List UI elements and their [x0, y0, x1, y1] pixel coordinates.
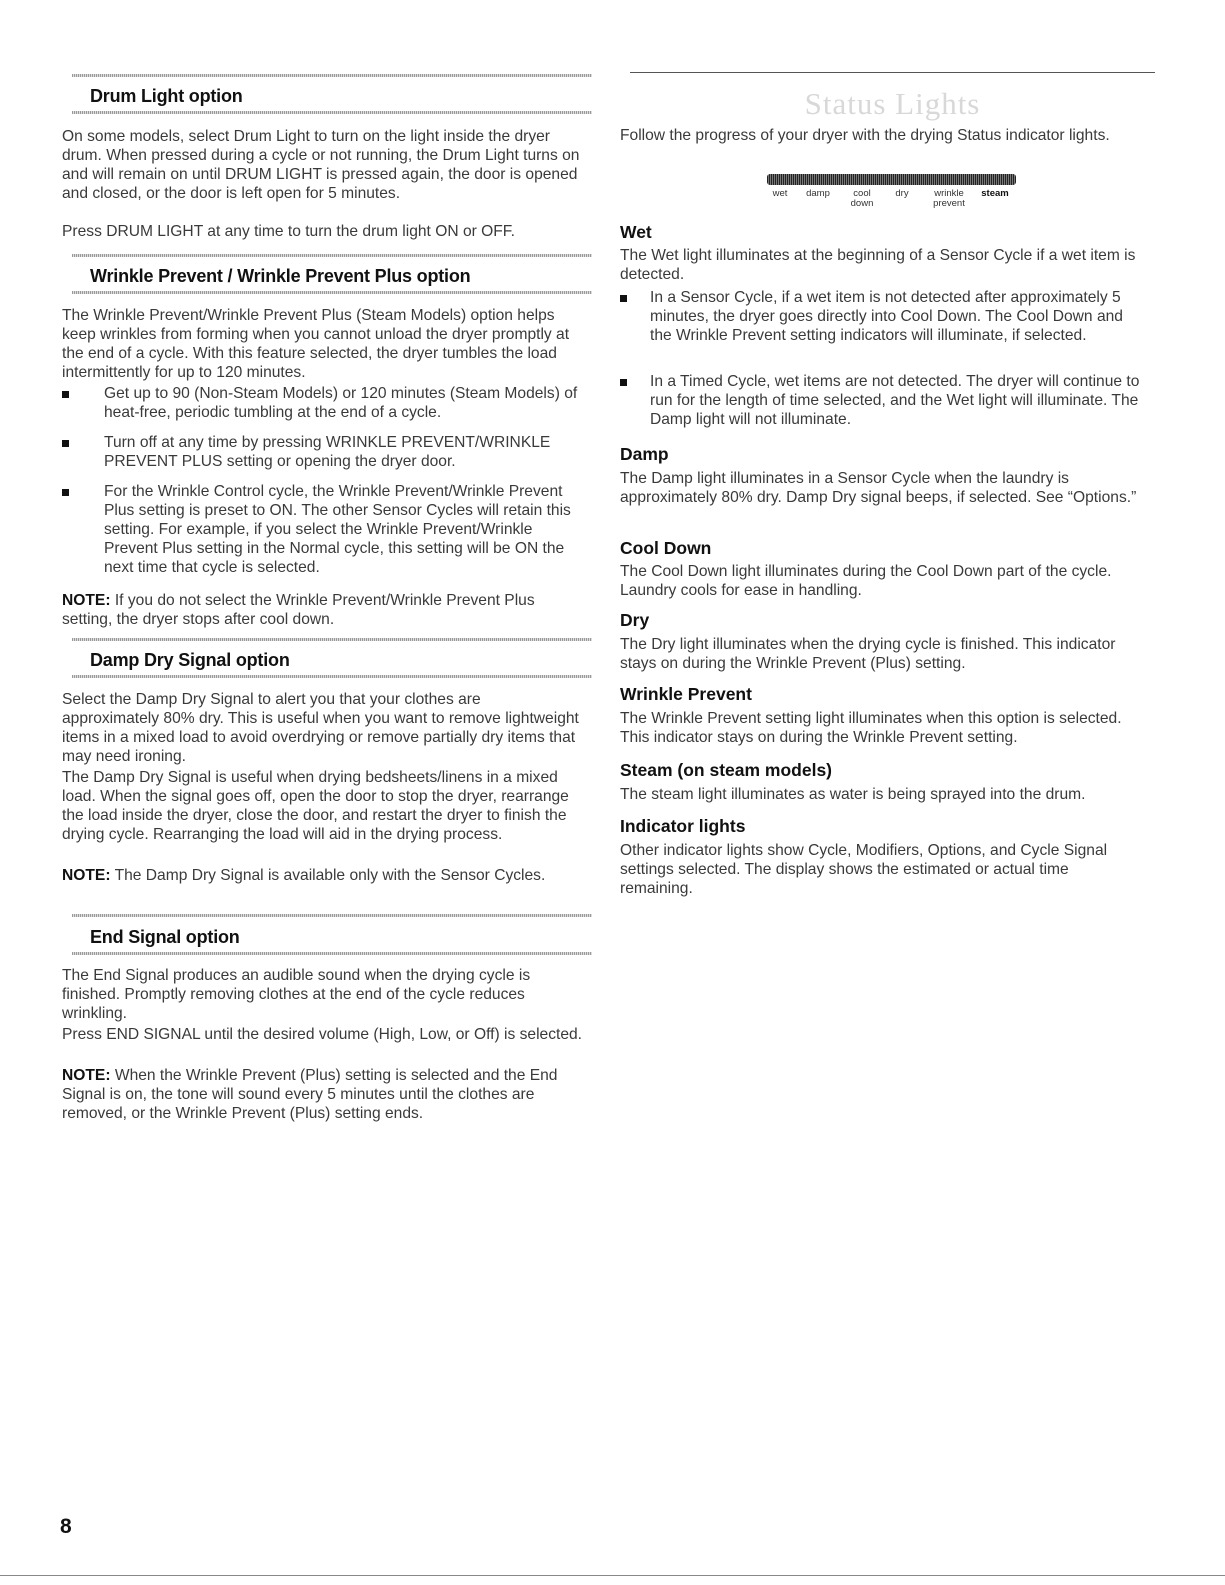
- wrinkle-prevent-heading: Wrinkle Prevent / Wrinkle Prevent Plus option: [90, 266, 471, 286]
- end-signal-paragraph-2: Press END SIGNAL until the desired volume (High, Low, or Off) is selected.: [62, 1026, 583, 1043]
- end-signal-note: NOTE: When the Wrinkle Prevent (Plus) setting is selected and the End Signal is on, the tone will sound every 5 minutes until the clothes are removed, or the Wrinkle Prevent (Plus) setting ends.: [62, 1067, 558, 1122]
- bullet-icon: [62, 440, 69, 447]
- wrinkle-prevent-note: NOTE: If you do not select the Wrinkle Prevent/Wrinkle Prevent Plus setting, the dryer stops after cool down.: [62, 592, 535, 628]
- steam-heading: Steam (on steam models): [620, 760, 832, 780]
- wet-heading: Wet: [620, 222, 652, 242]
- indicator-label-wrinkle-prevent: wrinkle prevent: [933, 188, 965, 209]
- list-item: In a Sensor Cycle, if a wet item is not detected after approximately 5 minutes, the dryer goes directly into Cool Down. The Cool Down and the Wrinkle Prevent setting indicators will illuminate, if selected.: [620, 288, 1145, 364]
- drum-light-paragraph-2: Press DRUM LIGHT at any time to turn the drum light ON or OFF.: [62, 223, 515, 240]
- section-divider: [72, 675, 592, 678]
- wrinkle-prevent-paragraph: The Wrinkle Prevent/Wrinkle Prevent Plus (Steam Models) option helps keep wrinkles from forming when you cannot unload the dryer promptly at the end of a cycle. With this feature selected, the dryer tumbles the load intermittently for up to 120 minutes.: [62, 307, 570, 381]
- bullet-icon: [62, 391, 69, 398]
- drum-light-heading: Drum Light option: [90, 86, 243, 106]
- top-rule: [630, 72, 1155, 73]
- end-signal-heading: End Signal option: [90, 927, 240, 947]
- end-signal-paragraph: The End Signal produces an audible sound when the drying cycle is finished. Promptly removing clothes at the end of the cycle reduces wrinkling.: [62, 967, 531, 1022]
- damp-dry-paragraph: Select the Damp Dry Signal to alert you that your clothes are approximately 80% dry. This is useful when you want to remove lightweight items in a mixed load to avoid overdrying or remove partially dry items that may need ironing.: [62, 691, 579, 765]
- dry-heading: Dry: [620, 610, 650, 630]
- cool-down-heading: Cool Down: [620, 538, 712, 558]
- bullet-icon: [620, 379, 627, 386]
- status-indicator-strip: [767, 174, 1016, 185]
- indicator-label-cool-down: cool down: [850, 188, 874, 209]
- list-item: Turn off at any time by pressing WRINKLE PREVENT/WRINKLE PREVENT PLUS setting or opening the dryer door.: [62, 433, 587, 473]
- section-divider: [72, 254, 592, 257]
- wrinkle-prevent-status-paragraph: The Wrinkle Prevent setting light illuminates when this option is selected. This indicator stays on during the Wrinkle Prevent setting.: [620, 710, 1122, 746]
- damp-paragraph: The Damp light illuminates in a Sensor Cycle when the laundry is approximately 80% dry. Damp Dry signal beeps, if selected. See “Options.”: [620, 470, 1137, 506]
- wet-paragraph: The Wet light illuminates at the beginning of a Sensor Cycle if a wet item is detected.: [620, 247, 1136, 283]
- drum-light-paragraph: On some models, select Drum Light to turn on the light inside the dryer drum. When pressed during a cycle or not running, the Drum Light turns on and will remain on until DRUM LIGHT is pressed again, the door is opened and closed, or the door is left open for 5 minutes.: [62, 128, 580, 202]
- section-divider: [72, 111, 592, 114]
- bullet-icon: [62, 489, 69, 496]
- damp-dry-paragraph-2: The Damp Dry Signal is useful when drying bedsheets/linens in a mixed load. When the signal goes off, open the door to stop the dryer, rearrange the load inside the dryer, close the door, and restart the dryer to finish the drying cycle. Rearranging the load will aid in the drying process.: [62, 769, 569, 843]
- steam-paragraph: The steam light illuminates as water is being sprayed into the drum.: [620, 786, 1086, 803]
- section-divider: [72, 952, 592, 955]
- indicator-lights-heading: Indicator lights: [620, 816, 746, 836]
- indicator-label-damp: damp: [806, 188, 830, 199]
- indicator-lights-paragraph: Other indicator lights show Cycle, Modifiers, Options, and Cycle Signal settings selected. The display shows the estimated or actual time remaining.: [620, 842, 1108, 897]
- section-divider: [72, 291, 592, 294]
- section-divider: [72, 74, 592, 77]
- indicator-label-dry: dry: [895, 188, 909, 199]
- section-divider: [72, 638, 592, 641]
- cool-down-paragraph: The Cool Down light illuminates during the Cool Down part of the cycle. Laundry cools for ease in handling.: [620, 563, 1112, 599]
- damp-dry-note: NOTE: The Damp Dry Signal is available only with the Sensor Cycles.: [62, 867, 546, 884]
- wrinkle-prevent-status-heading: Wrinkle Prevent: [620, 684, 752, 704]
- list-item: In a Timed Cycle, wet items are not detected. The dryer will continue to run for the length of time selected, and the Wet light will illuminate. The Damp light will not illuminate.: [620, 372, 1145, 432]
- bullet-icon: [620, 295, 627, 302]
- damp-heading: Damp: [620, 444, 669, 464]
- dry-paragraph: The Dry light illuminates when the drying cycle is finished. This indicator stays on during the Wrinkle Prevent (Plus) setting.: [620, 636, 1116, 672]
- status-intro: Follow the progress of your dryer with the drying Status indicator lights.: [620, 127, 1110, 144]
- indicator-label-wet: wet: [772, 188, 788, 199]
- page-number: 8: [60, 1515, 72, 1538]
- section-divider: [72, 914, 592, 917]
- damp-dry-heading: Damp Dry Signal option: [90, 650, 290, 670]
- list-item: Get up to 90 (Non-Steam Models) or 120 minutes (Steam Models) of heat-free, periodic tumbling at the end of a cycle.: [62, 384, 587, 424]
- status-lights-title: Status Lights: [804, 86, 981, 121]
- indicator-label-steam: steam: [981, 188, 1009, 199]
- bottom-rule: [0, 1575, 1225, 1576]
- list-item: For the Wrinkle Control cycle, the Wrinkle Prevent/Wrinkle Prevent Plus setting is preset to ON. The other Sensor Cycles will retain this setting. For example, if you select the Wrinkle Prevent/Wrinkle Prevent Plus setting in the Normal cycle, this setting will be ON the next time that cycle is selected.: [62, 482, 587, 582]
